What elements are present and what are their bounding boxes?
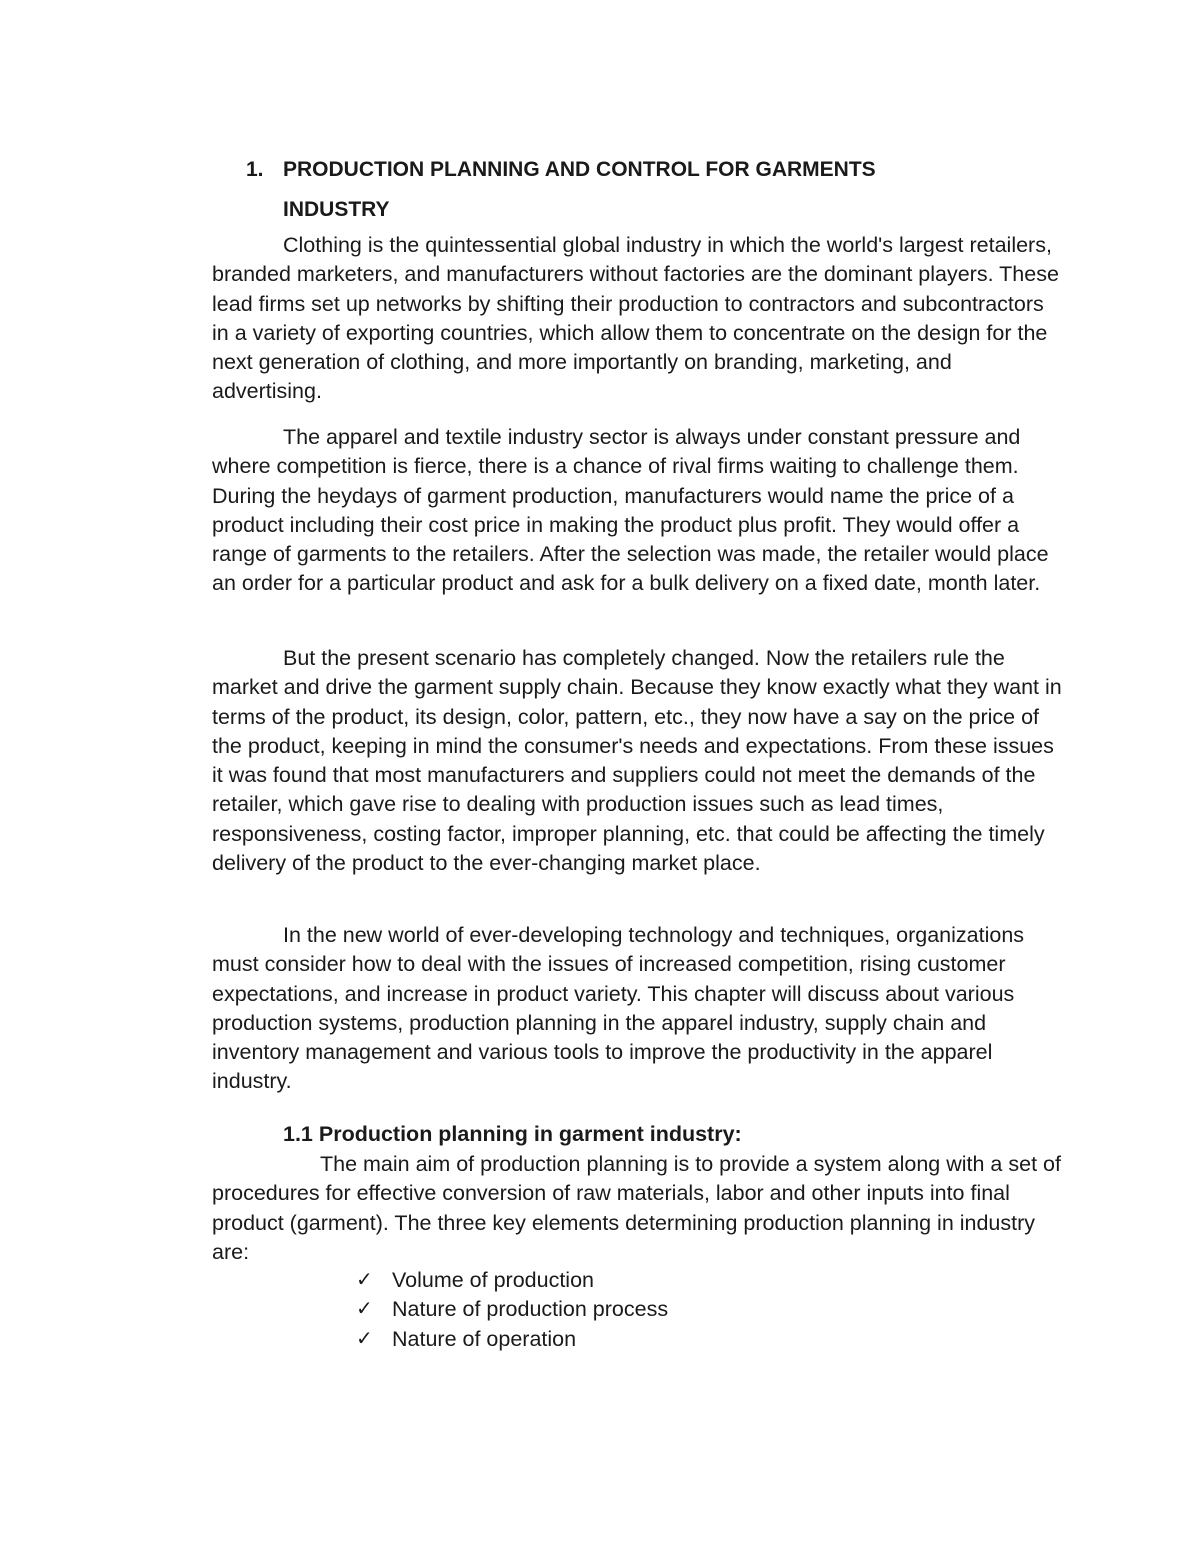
heading-line-1: PRODUCTION PLANNING AND CONTROL FOR GARMENTS xyxy=(283,158,876,181)
checkmark-icon: ✓ xyxy=(356,1327,373,1350)
list-item xyxy=(356,1266,668,1295)
list-item xyxy=(356,1295,668,1324)
list-item-label: Volume of production xyxy=(392,1268,594,1292)
chapter-heading xyxy=(246,150,1006,230)
checkmark-icon: ✓ xyxy=(356,1269,373,1291)
list-item-label: Nature of production process xyxy=(392,1297,669,1322)
list-item-label: Nature of operation xyxy=(392,1326,577,1351)
list-item xyxy=(356,1325,668,1354)
paragraph-2: The apparel and textile industry sector is always under constant pressure and where competition is fierce, there is a chance of rival firms waiting to challenge them. During the heydays of garment production, manufacturers would name the price of a product including their cost price in making the product plus profit. They would offer a range of garments to the retailers. After the selection was made, the retailer would place an order for a particular product and ask for a bulk delivery on a fixed date, month later. xyxy=(212,425,1049,596)
key-elements-list xyxy=(356,1266,668,1354)
paragraph-3: But the present scenario has completely changed. Now the retailers rule the market and drive the garment supply chain. Because they know exactly what they want in terms of the product, its design, color, pattern, etc., they now have a say on the price of the product, keeping in mind the consumer's needs and expectations. From these issues it was found that most manufacturers and suppliers could not meet the demands of the retailer, which gave rise to dealing with production issues such as lead times, responsiveness, costing factor, improper planning, etc. that could be affecting the timely delivery of the product to the ever-changing market place. xyxy=(212,646,1062,876)
heading-line-2: INDUSTRY xyxy=(283,198,390,221)
checkmark-icon: ✓ xyxy=(356,1298,373,1321)
paragraph-1: Clothing is the quintessential global industry in which the world's largest retailers, branded marketers, and manufacturers without factories are the dominant players. These lead firms set up networks by shifting their production to contractors and subcontractors in a variety of exporting countries, which allow them to concentrate on the design for the next generation of clothing, and more importantly on branding, marketing, and advertising. xyxy=(212,233,1059,404)
section-paragraph: The main aim of production planning is to provide a system along with a set of procedures for effective conversion of raw materials, labor and other inputs into final product (garment). The three key elements determining production planning in industry are: xyxy=(212,1152,1061,1264)
paragraph-4: In the new world of ever-developing technology and techniques, organizations must consider how to deal with the issues of increased competition, rising customer expectations, and increase in product variety. This chapter will discuss about various production systems, production planning in the apparel industry, supply chain and inventory management and various tools to improve the productivity in the apparel industry. xyxy=(212,923,1025,1094)
heading-number: 1. xyxy=(246,158,264,181)
section-heading: 1.1 Production planning in garment industry: xyxy=(283,1122,742,1146)
